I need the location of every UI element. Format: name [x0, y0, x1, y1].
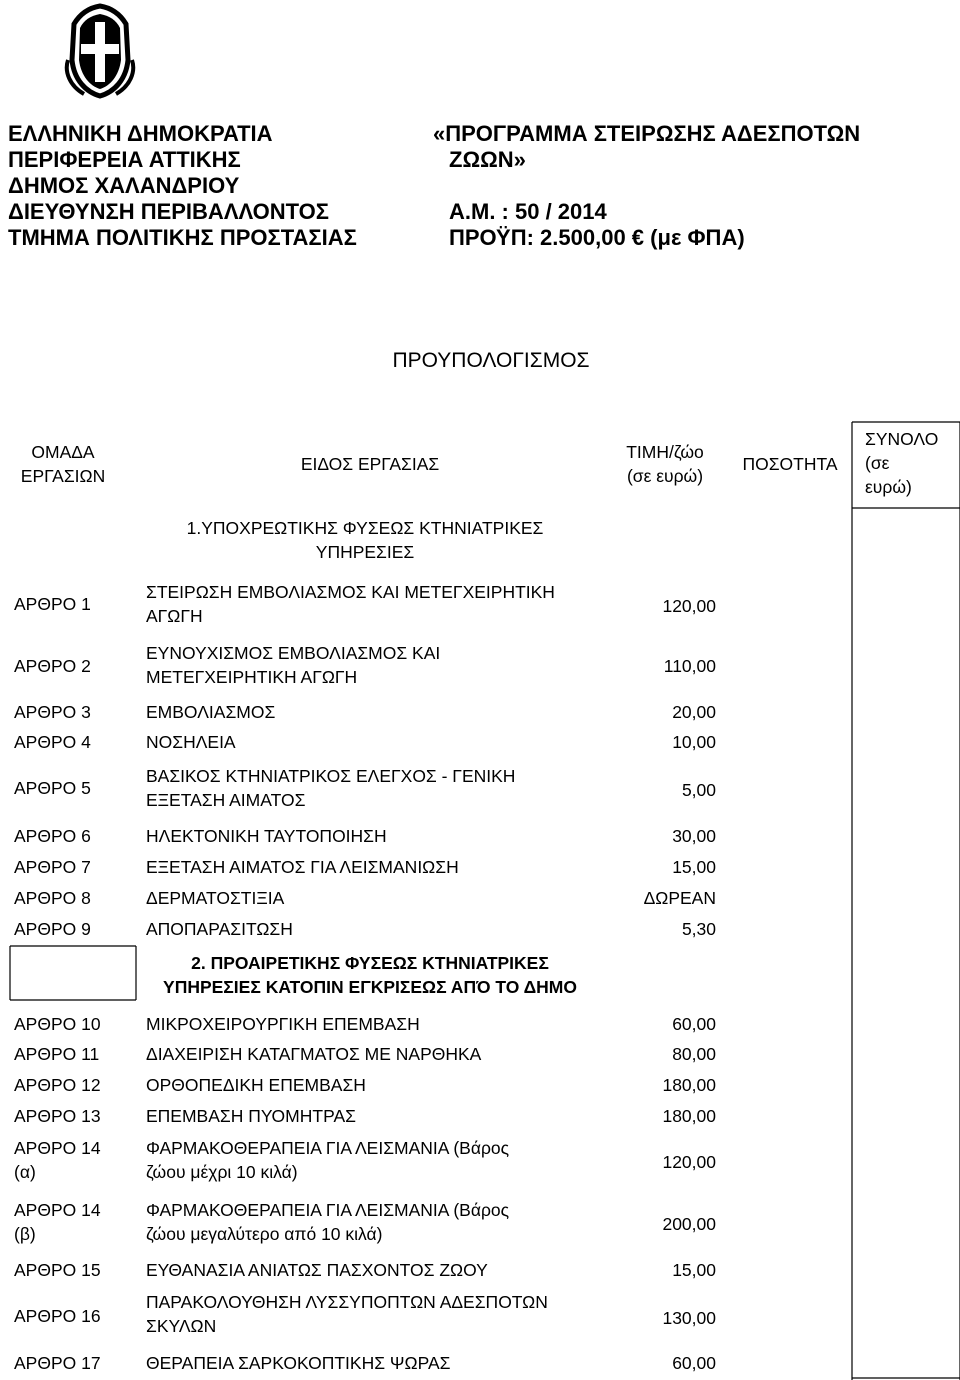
table-row-description: ΕΠΕΜΒΑΣΗ ΠΥΟΜΗΤΡΑΣ	[146, 1106, 356, 1126]
authority-header	[8, 121, 357, 251]
desc-line: ΕΥΝΟΥΧΙΣΜΟΣ ΕΜΒΟΛΙΑΣΜΟΣ ΚΑΙ	[146, 643, 441, 663]
table-row-description	[146, 1136, 606, 1184]
greek-emblem-icon	[60, 0, 140, 100]
header-line: ΔΙΕΥΘΥΝΣΗ ΠΕΡΙΒΑΛΛΟΝΤΟΣ	[8, 199, 329, 224]
table-row-price: 80,00	[672, 1044, 716, 1064]
section-text: 2. ΠΡΟΑΙΡΕΤΙΚΗΣ ΦΥΣΕΩΣ ΚΤΗΝΙΑΤΡΙΚΕΣ	[191, 953, 549, 973]
desc-line: ζώου μεγαλύτερο από 10 κιλά)	[146, 1224, 383, 1244]
table-row-article: ΑΡΘΡΟ 11	[14, 1044, 100, 1064]
header-unit-price	[600, 440, 730, 488]
table-row-price: 130,00	[662, 1308, 716, 1328]
table-row-price: 10,00	[672, 732, 716, 752]
program-header	[433, 121, 860, 251]
table-row-description: ΟΡΘΟΠΕΔΙΚΗ ΕΠΕΜΒΑΣΗ	[146, 1075, 366, 1095]
table-row-article: ΑΡΘΡΟ 12	[14, 1075, 101, 1095]
table-row-description	[146, 1290, 616, 1338]
desc-line: ΑΓΩΓΗ	[146, 606, 203, 626]
table-row-description: ΘΕΡΑΠΕΙΑ ΣΑΡΚΟΚΟΠΤΙΚΗΣ ΨΩΡΑΣ	[146, 1353, 451, 1373]
table-row-description	[146, 764, 606, 812]
table-row-price: 180,00	[662, 1075, 716, 1095]
header-text: (σε ευρώ)	[626, 466, 704, 486]
table-row-price: 60,00	[672, 1014, 716, 1034]
program-title-line2: ΖΩΩΝ»	[449, 147, 526, 172]
section-heading-optional	[110, 951, 630, 999]
table-row-article: ΑΡΘΡΟ 1	[14, 594, 91, 614]
table-row-article: ΑΡΘΡΟ 15	[14, 1260, 101, 1280]
desc-line: ΦΑΡΜΑΚΟΘΕΡΑΠΕΙΑ ΓΙΑ ΛΕΙΣΜΑΝΙΑ (Βάρος	[146, 1138, 510, 1158]
header-work-group	[0, 440, 126, 488]
table-row-article: ΑΡΘΡΟ 8	[14, 888, 91, 908]
table-row-description: ΔΕΡΜΑΤΟΣΤΙΞΙΑ	[146, 888, 285, 908]
table-row-description: ΕΜΒΟΛΙΑΣΜΟΣ	[146, 702, 276, 722]
table-row-price: 15,00	[672, 1260, 716, 1280]
table-row-price: 200,00	[662, 1214, 716, 1234]
page-title: ΠΡΟΥΠΟΛΟΓΙΣΜΟΣ	[392, 349, 590, 372]
desc-line: ΜΕΤΕΓΧΕΙΡΗΤΙΚΗ ΑΓΩΓΗ	[146, 667, 358, 687]
table-row-price: 15,00	[672, 857, 716, 877]
table-row-price: 120,00	[662, 1152, 716, 1172]
section-heading-mandatory	[135, 516, 595, 564]
header-text: ευρώ)	[865, 477, 912, 497]
desc-line: ΣΤΕΙΡΩΣΗ ΕΜΒΟΛΙΑΣΜΟΣ ΚΑΙ ΜΕΤΕΓΧΕΙΡΗΤΙΚΗ	[146, 582, 555, 602]
table-row-price: 30,00	[672, 826, 716, 846]
table-row-description: ΕΥΘΑΝΑΣΙΑ ΑΝΙΑΤΩΣ ΠΑΣΧΟΝΤΟΣ ΖΩΟΥ	[146, 1260, 488, 1280]
table-row-article	[14, 1198, 101, 1246]
article-line: ΑΡΘΡΟ 14	[14, 1138, 101, 1158]
table-row-article: ΑΡΘΡΟ 9	[14, 919, 91, 939]
table-row-description: ΔΙΑΧΕΙΡΙΣΗ ΚΑΤΑΓΜΑΤΟΣ ΜΕ ΝΑΡΘΗΚΑ	[146, 1044, 482, 1064]
table-row-article: ΑΡΘΡΟ 4	[14, 732, 91, 752]
table-row-price: 120,00	[662, 596, 716, 616]
table-row-description: ΗΛΕΚΤΟΝΙΚΗ ΤΑΥΤΟΠΟΙΗΣΗ	[146, 826, 387, 846]
header-text: ΣΥΝΟΛΟ	[865, 429, 939, 449]
header-text: ΟΜΑΔΑ	[31, 442, 95, 462]
budget-amount: ΠΡΟΫΠ: 2.500,00 € (με ΦΠΑ)	[449, 225, 745, 250]
desc-line: ΒΑΣΙΚΟΣ ΚΤΗΝΙΑΤΡΙΚΟΣ ΕΛΕΓΧΟΣ - ΓΕΝΙΚΗ	[146, 766, 516, 786]
table-row-article: ΑΡΘΡΟ 10	[14, 1014, 101, 1034]
table-row-article	[14, 1136, 101, 1184]
table-row-description	[146, 1198, 606, 1246]
header-line: ΠΕΡΙΦΕΡΕΙΑ ΑΤΤΙΚΗΣ	[8, 147, 241, 172]
table-row-price: 5,00	[681, 780, 716, 800]
table-row-price: 20,00	[672, 702, 716, 722]
table-row-price: 60,00	[672, 1353, 716, 1373]
table-row-article: ΑΡΘΡΟ 5	[14, 778, 91, 798]
table-row-price: 180,00	[662, 1106, 716, 1126]
header-text: ΕΡΓΑΣΙΩΝ	[20, 466, 106, 486]
table-row-article: ΑΡΘΡΟ 6	[14, 826, 91, 846]
table-row-article: ΑΡΘΡΟ 17	[14, 1353, 101, 1373]
table-row-article: ΑΡΘΡΟ 16	[14, 1306, 101, 1326]
table-row-article: ΑΡΘΡΟ 13	[14, 1106, 101, 1126]
table-row-description: ΝΟΣΗΛΕΙΑ	[146, 732, 236, 752]
table-row-description: ΜΙΚΡΟΧΕΙΡΟΥΡΓΙΚΗ ΕΠΕΜΒΑΣΗ	[146, 1014, 420, 1034]
header-line: ΤΜΗΜΑ ΠΟΛΙΤΙΚΗΣ ΠΡΟΣΤΑΣΙΑΣ	[8, 225, 357, 250]
desc-line: ΦΑΡΜΑΚΟΘΕΡΑΠΕΙΑ ΓΙΑ ΛΕΙΣΜΑΝΙΑ (Βάρος	[146, 1200, 510, 1220]
table-row-price: 110,00	[663, 656, 716, 676]
header-line: ΔΗΜΟΣ ΧΑΛΑΝΔΡΙΟΥ	[8, 173, 240, 198]
table-row-price: ΔΩΡΕΑΝ	[643, 888, 716, 908]
table-row-description	[146, 641, 606, 689]
article-line: (β)	[14, 1224, 36, 1244]
table-row-price: 5,30	[681, 919, 716, 939]
study-number: Α.Μ. : 50 / 2014	[449, 199, 607, 224]
article-line: (α)	[14, 1162, 36, 1182]
header-work-kind: ΕΙΔΟΣ ΕΡΓΑΣΙΑΣ	[300, 454, 440, 474]
table-row-article: ΑΡΘΡΟ 3	[14, 702, 91, 722]
table-row-article: ΑΡΘΡΟ 7	[14, 857, 91, 877]
table-row-description: ΑΠΟΠΑΡΑΣΙΤΩΣΗ	[146, 919, 293, 939]
table-row-article: ΑΡΘΡΟ 2	[14, 656, 91, 676]
section-text: ΥΠΗΡΕΣΙΕΣ	[315, 542, 415, 562]
section-text: ΥΠΗΡΕΣΙΕΣ ΚΑΤΟΠΙΝ ΕΓΚΡΙΣΕΩΣ ΑΠΌ ΤΟ ΔΗΜΟ	[163, 977, 577, 997]
desc-line: ΕΞΕΤΑΣΗ ΑΙΜΑΤΟΣ	[146, 790, 306, 810]
section-text: 1.ΥΠΟΧΡΕΩΤΙΚΗΣ ΦΥΣΕΩΣ ΚΤΗΝΙΑΤΡΙΚΕΣ	[186, 518, 544, 538]
header-text: ΤΙΜΗ/ζώο	[626, 442, 704, 462]
table-row-description	[146, 580, 606, 628]
header-quantity: ΠΟΣΟΤΗΤΑ	[742, 454, 838, 474]
desc-line: ζώου μέχρι 10 κιλά)	[146, 1162, 298, 1182]
article-line: ΑΡΘΡΟ 14	[14, 1200, 101, 1220]
desc-line: ΠΑΡΑΚΟΛΟΥΘΗΣΗ ΛΥΣΣΥΠΟΠΤΩΝ ΑΔΕΣΠΟΤΩΝ	[146, 1292, 548, 1312]
header-text: (σε	[865, 453, 890, 473]
table-row-description: ΕΞΕΤΑΣΗ ΑΙΜΑΤΟΣ ΓΙΑ ΛΕΙΣΜΑΝΙΩΣΗ	[146, 857, 459, 877]
header-line: ΕΛΛΗΝΙΚΗ ΔΗΜΟΚΡΑΤΙΑ	[8, 121, 273, 146]
program-title-line1: «ΠΡΟΓΡΑΜΜΑ ΣΤΕΙΡΩΣΗΣ ΑΔΕΣΠΟΤΩΝ	[433, 121, 861, 146]
desc-line: ΣΚΥΛΩΝ	[146, 1316, 217, 1336]
header-total	[865, 427, 960, 499]
